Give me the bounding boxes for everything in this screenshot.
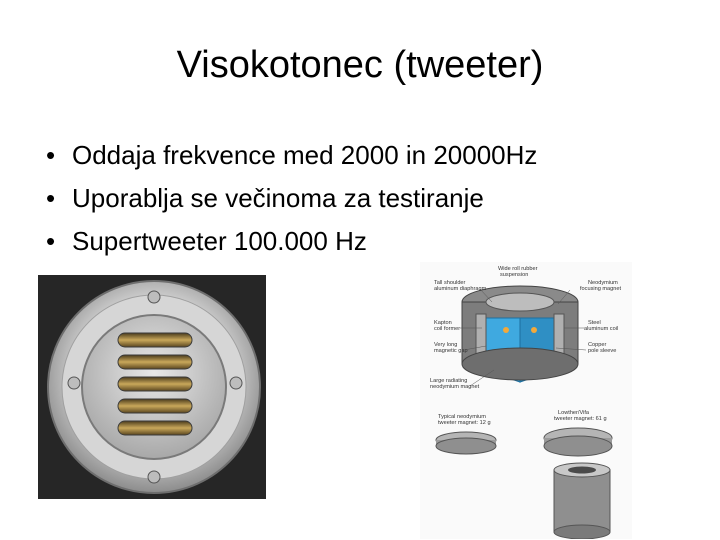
bullet-text: Supertweeter 100.000 Hz: [72, 226, 367, 256]
bullet-item: [46, 220, 537, 263]
bullet-dot: •: [46, 140, 56, 170]
ribbon-tweeter-photo: [38, 275, 266, 499]
bullet-dot: •: [46, 226, 56, 256]
label-typical-magnet: Typical neodymium tweeter magnet: 12 g: [438, 414, 491, 426]
label-top-center: Wide roll rubber suspension: [498, 266, 538, 278]
label-coil-former: Kapton coil former: [434, 320, 461, 332]
slide-title: Visokotonec (tweeter): [176, 44, 544, 86]
bullet-list: [46, 134, 537, 263]
bullet-item: [46, 177, 537, 220]
bullet-text: Oddaja frekvence med 2000 in 20000Hz: [72, 140, 538, 170]
tweeter-cutaway-diagram: [420, 262, 632, 539]
bullet-dot: •: [46, 183, 56, 213]
label-magnetic-gap: Very long magnetic gap: [434, 342, 468, 354]
label-neodymium-magnet: Large radiating neodymium magnet: [430, 378, 480, 390]
label-lowther-magnet: Lowther/Vifa tweeter magnet: 61 g: [554, 410, 607, 422]
bullet-item: [46, 134, 537, 177]
label-top-left: Tall shoulder aluminum diaphragm: [434, 280, 487, 292]
bullet-text: Uporablja se večinoma za testiranje: [72, 183, 484, 213]
label-steel: Steel aluminum coil: [584, 320, 619, 332]
label-pole-sleeve: Copper pole sleeve: [588, 342, 617, 354]
label-top-right: Neodymium focusing magnet: [580, 280, 622, 292]
